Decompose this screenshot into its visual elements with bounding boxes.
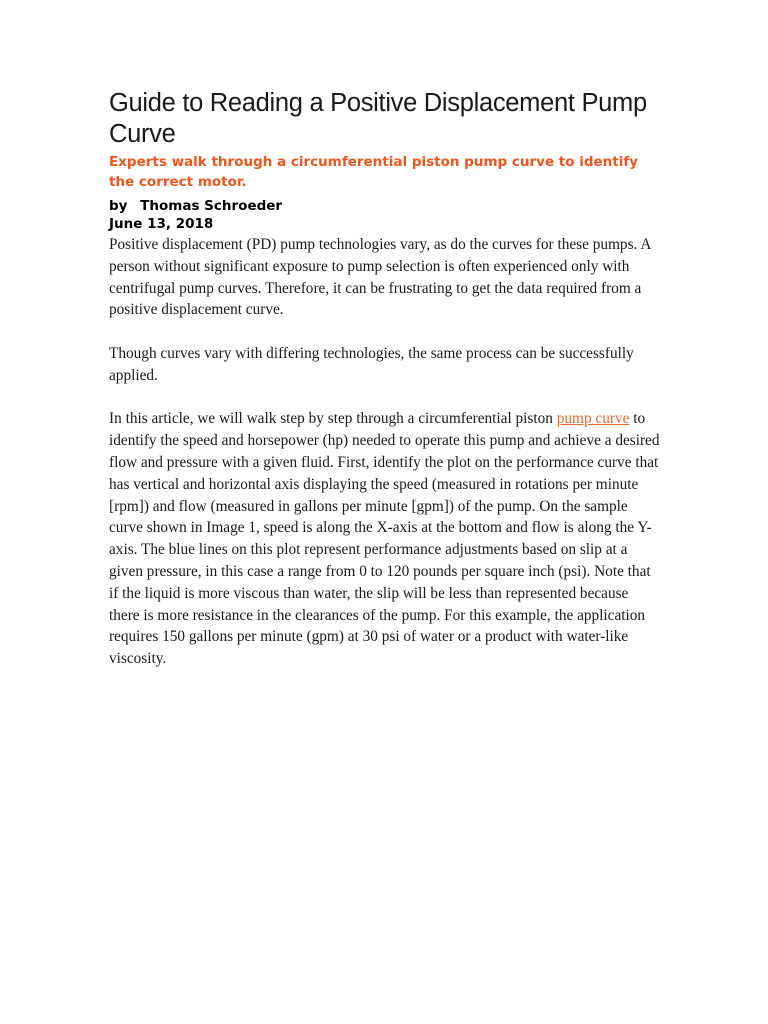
paragraph-3-text-end: to identify the speed and horsepower (hp) needed to operate this pump and achieve a desired flow and pressure with a given fluid. First, identify the plot on the performance curve that has vertical and horizontal axis displaying the speed (measured in rotations per minute [rpm]) and flow (measured in gallons per minute [gpm]) of the pump. On the sample curve shown in Image 1, speed is along the X-axis at the bottom and flow is along the Y-axis. The blue lines on this plot represent performance adjustments based on slip at a given pressure, in this case a range from 0 to 120 pounds per square inch (psi). Note that if the liquid is more viscous than water, the slip will be less than represented because there is more resistance in the clearances of the pump. For this example, the application requires 150 gallons per minute (gpm) at 30 psi of water or a product with water-like viscosity. <box>109 410 660 668</box>
article <box>109 88 661 670</box>
pump-curve-link[interactable]: pump curve <box>556 410 630 428</box>
author-name: Thomas Schroeder <box>140 198 283 214</box>
paragraph-1: Positive displacement (PD) pump technologies vary, as do the curves for these pumps. A person without significant exposure to pump selection is often experienced only with centrifugal pump curves. Therefore, it can be frustrating to get the data required from a positive displacement curve. <box>109 236 651 319</box>
byline-prefix: by <box>109 198 128 214</box>
paragraph-3-text-start: In this article, we will walk step by step through a circumferential piston <box>109 410 557 428</box>
publish-date: June 13, 2018 <box>109 216 214 232</box>
byline <box>109 197 661 215</box>
article-subtitle: Experts walk through a circumferential piston pump curve to identify the correct motor. <box>109 154 639 190</box>
paragraph-2: Though curves vary with differing technologies, the same process can be successfully applied. <box>109 344 634 384</box>
article-title: Guide to Reading a Positive Displacement Pump Curve <box>109 89 647 148</box>
paragraph-3 <box>109 408 661 670</box>
